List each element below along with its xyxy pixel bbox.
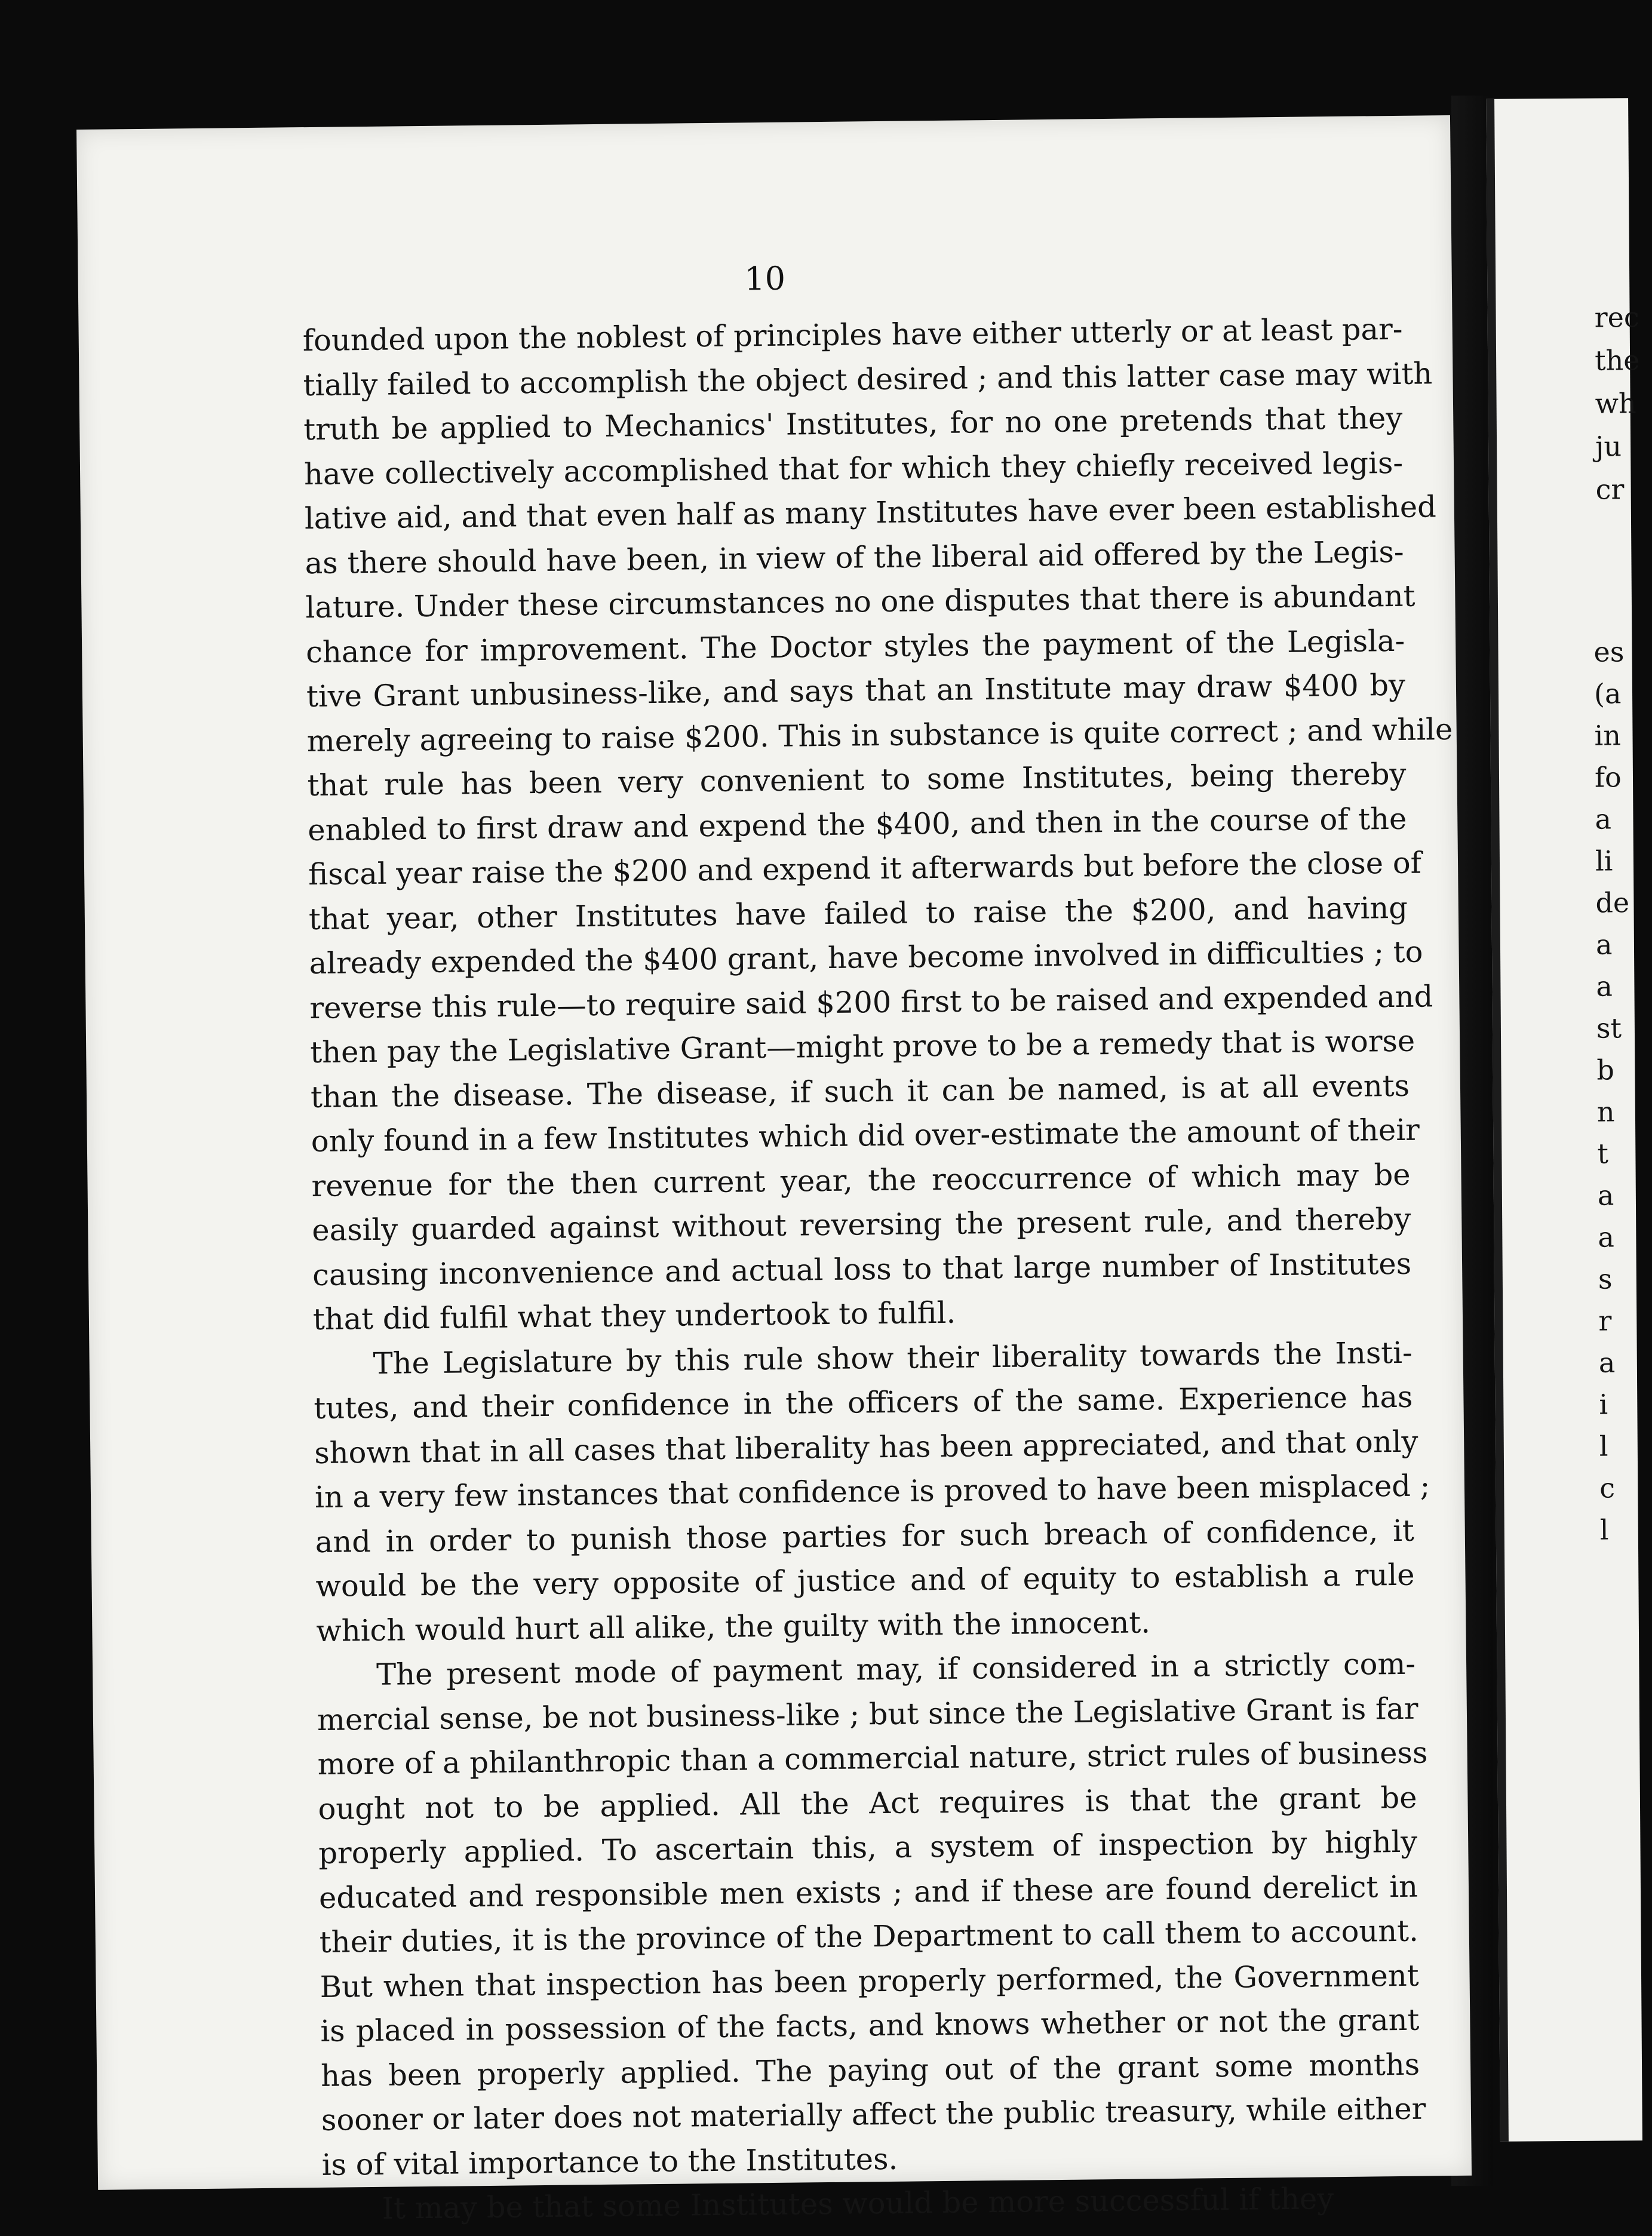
text-line: fiscal year raise the $200 and expend it afterwards but before the close of	[308, 845, 1422, 892]
paragraph	[302, 307, 1453, 1342]
facing-page-fragment: es	[1593, 635, 1625, 668]
facing-page-edge	[1486, 98, 1642, 2142]
text-line: and in order to punish those parties for such breach of confidence, it	[315, 1513, 1415, 1559]
facing-page-fragment: l	[1599, 1430, 1608, 1463]
text-line: causing inconvenience and actual loss to that large number of Institutes	[312, 1246, 1412, 1292]
text-line: enabled to first draw and expend the $400, and then in the course of the	[308, 801, 1407, 847]
text-line: lative aid, and that even half as many Institutes have ever been established	[304, 489, 1437, 536]
text-line: properly applied. To ascertain this, a system of inspection by highly	[318, 1824, 1418, 1870]
facing-page-fragment: r	[1598, 1304, 1612, 1337]
text-line: The Legislature by this rule show their liberality towards the Insti-	[373, 1335, 1413, 1381]
text-line: more of a philanthropic than a commercial nature, strict rules of business	[317, 1735, 1428, 1782]
text-line: would be the very opposite of justice and of equity to establish a rule	[315, 1557, 1415, 1604]
text-line: reverse this rule—to require said $200 first to be raised and expended and	[309, 978, 1433, 1025]
facing-page-fragment: a	[1597, 1179, 1614, 1212]
text-line: tive Grant unbusiness-like, and says that an Institute may draw $400 by	[306, 667, 1406, 714]
facing-page-fragment: a	[1598, 1346, 1616, 1379]
text-line: tially failed to accomplish the object desired ; and this latter case may with	[303, 355, 1433, 403]
facing-page-fragment: b	[1596, 1054, 1615, 1086]
text-line: that rule has been very convenient to some Institutes, being thereby	[307, 756, 1407, 803]
text-line: in a very few instances that confidence is proved to have been misplaced ;	[314, 1468, 1430, 1515]
text-line: then pay the Legislative Grant—might prove to be a remedy that is worse	[309, 1023, 1415, 1070]
text-line: shown that in all cases that liberality has been appreciated, and that only	[314, 1424, 1418, 1470]
facing-page-fragment: (a	[1593, 677, 1622, 710]
text-line: mercial sense, be not business-like ; but since the Legislative Grant is far	[317, 1691, 1418, 1737]
text-line: only found in a few Institutes which did over-estimate the amount of their	[311, 1112, 1420, 1159]
text-line: that year, other Institutes have failed to raise the $200, and having	[308, 890, 1408, 936]
paragraph	[313, 1330, 1430, 1653]
facing-page-fragment: i	[1599, 1388, 1608, 1421]
facing-page-fragment: s	[1598, 1263, 1613, 1295]
text-line: that did fulfil what they undertook to fulfil.	[312, 1295, 956, 1337]
text-line: is of vital importance to the Institutes.	[321, 2141, 898, 2182]
text-line: already expended the $400 grant, have become involved in difficulties ; to	[309, 934, 1423, 981]
document-page	[76, 115, 1472, 2226]
text-line: is placed in possession of the facts, and knows whether or not the grant	[320, 2002, 1420, 2048]
facing-page-fragment: in	[1594, 719, 1622, 752]
facing-page-fragment: wh	[1595, 387, 1636, 420]
facing-page-fragment: de	[1595, 886, 1630, 919]
text-line: But when that inspection has been properly performed, the Government	[320, 1958, 1419, 2004]
text-line: which would hurt all alike, the guilty with the innocent.	[316, 1604, 1151, 1648]
facing-page-fragment: fo	[1594, 761, 1622, 794]
facing-page-fragment: rec	[1594, 301, 1639, 334]
text-line: educated and responsible men exists ; and if these are found derelict in	[318, 1869, 1418, 1915]
facing-page-fragment: t	[1597, 1137, 1609, 1170]
text-line: It may be that some Institutes would be more successful if they	[382, 2181, 1334, 2226]
text-line: ought not to be applied. All the Act requires is that the grant be	[318, 1780, 1417, 1826]
facing-page-fragment: a	[1595, 928, 1613, 961]
facing-page-fragment: c	[1599, 1472, 1616, 1504]
paragraph	[317, 1642, 1428, 2187]
text-line: tutes, and their confidence in the officers of the same. Experience has	[314, 1379, 1413, 1426]
text-line: chance for improvement. The Doctor styles the payment of the Legisla-	[305, 623, 1405, 669]
text-line: revenue for the then current year, the reoccurrence of which may be	[311, 1157, 1411, 1203]
text-line: sooner or later does not materially affect the public treasury, while either	[321, 2091, 1426, 2137]
facing-page-fragment: cr	[1595, 473, 1625, 506]
facing-page-fragment: ju	[1595, 430, 1622, 463]
facing-page-fragment: the	[1594, 344, 1640, 377]
text-line: merely agreeing to raise $200. This in substance is quite correct ; and while	[306, 711, 1453, 758]
text-line: truth be applied to Mechanics' Institutes, for no one pretends that they	[303, 400, 1403, 447]
facing-page-fragment: st	[1596, 1012, 1622, 1045]
facing-page-fragment: l	[1599, 1513, 1609, 1546]
text-line: their duties, it is the province of the Department to call them to account.	[319, 1913, 1419, 1959]
text-line: lature. Under these circumstances no one disputes that there is abundant	[305, 578, 1415, 625]
facing-page-fragment: a	[1596, 970, 1613, 1003]
page-number: 10	[744, 259, 786, 298]
text-line: founded upon the noblest of principles have either utterly or at least par-	[302, 311, 1403, 358]
text-line: easily guarded against without reversing the present rule, and thereby	[312, 1201, 1411, 1248]
facing-page-fragment: a	[1595, 803, 1612, 836]
text-line: has been properly applied. The paying out of the grant some months	[320, 2047, 1420, 2093]
text-line: as there should have been, in view of the liberal aid offered by the Legis-	[305, 534, 1404, 580]
facing-page-fragment: a	[1598, 1221, 1614, 1254]
text-line: The present mode of payment may, if considered in a strictly com-	[376, 1646, 1416, 1692]
facing-page-fragment: n	[1596, 1095, 1615, 1128]
text-line: have collectively accomplished that for which they chiefly received legis-	[303, 445, 1404, 492]
text-line: than the disease. The disease, if such it can be named, is at all events	[310, 1068, 1410, 1114]
body-text	[302, 307, 1453, 2232]
facing-page-fragment: li	[1595, 844, 1613, 877]
